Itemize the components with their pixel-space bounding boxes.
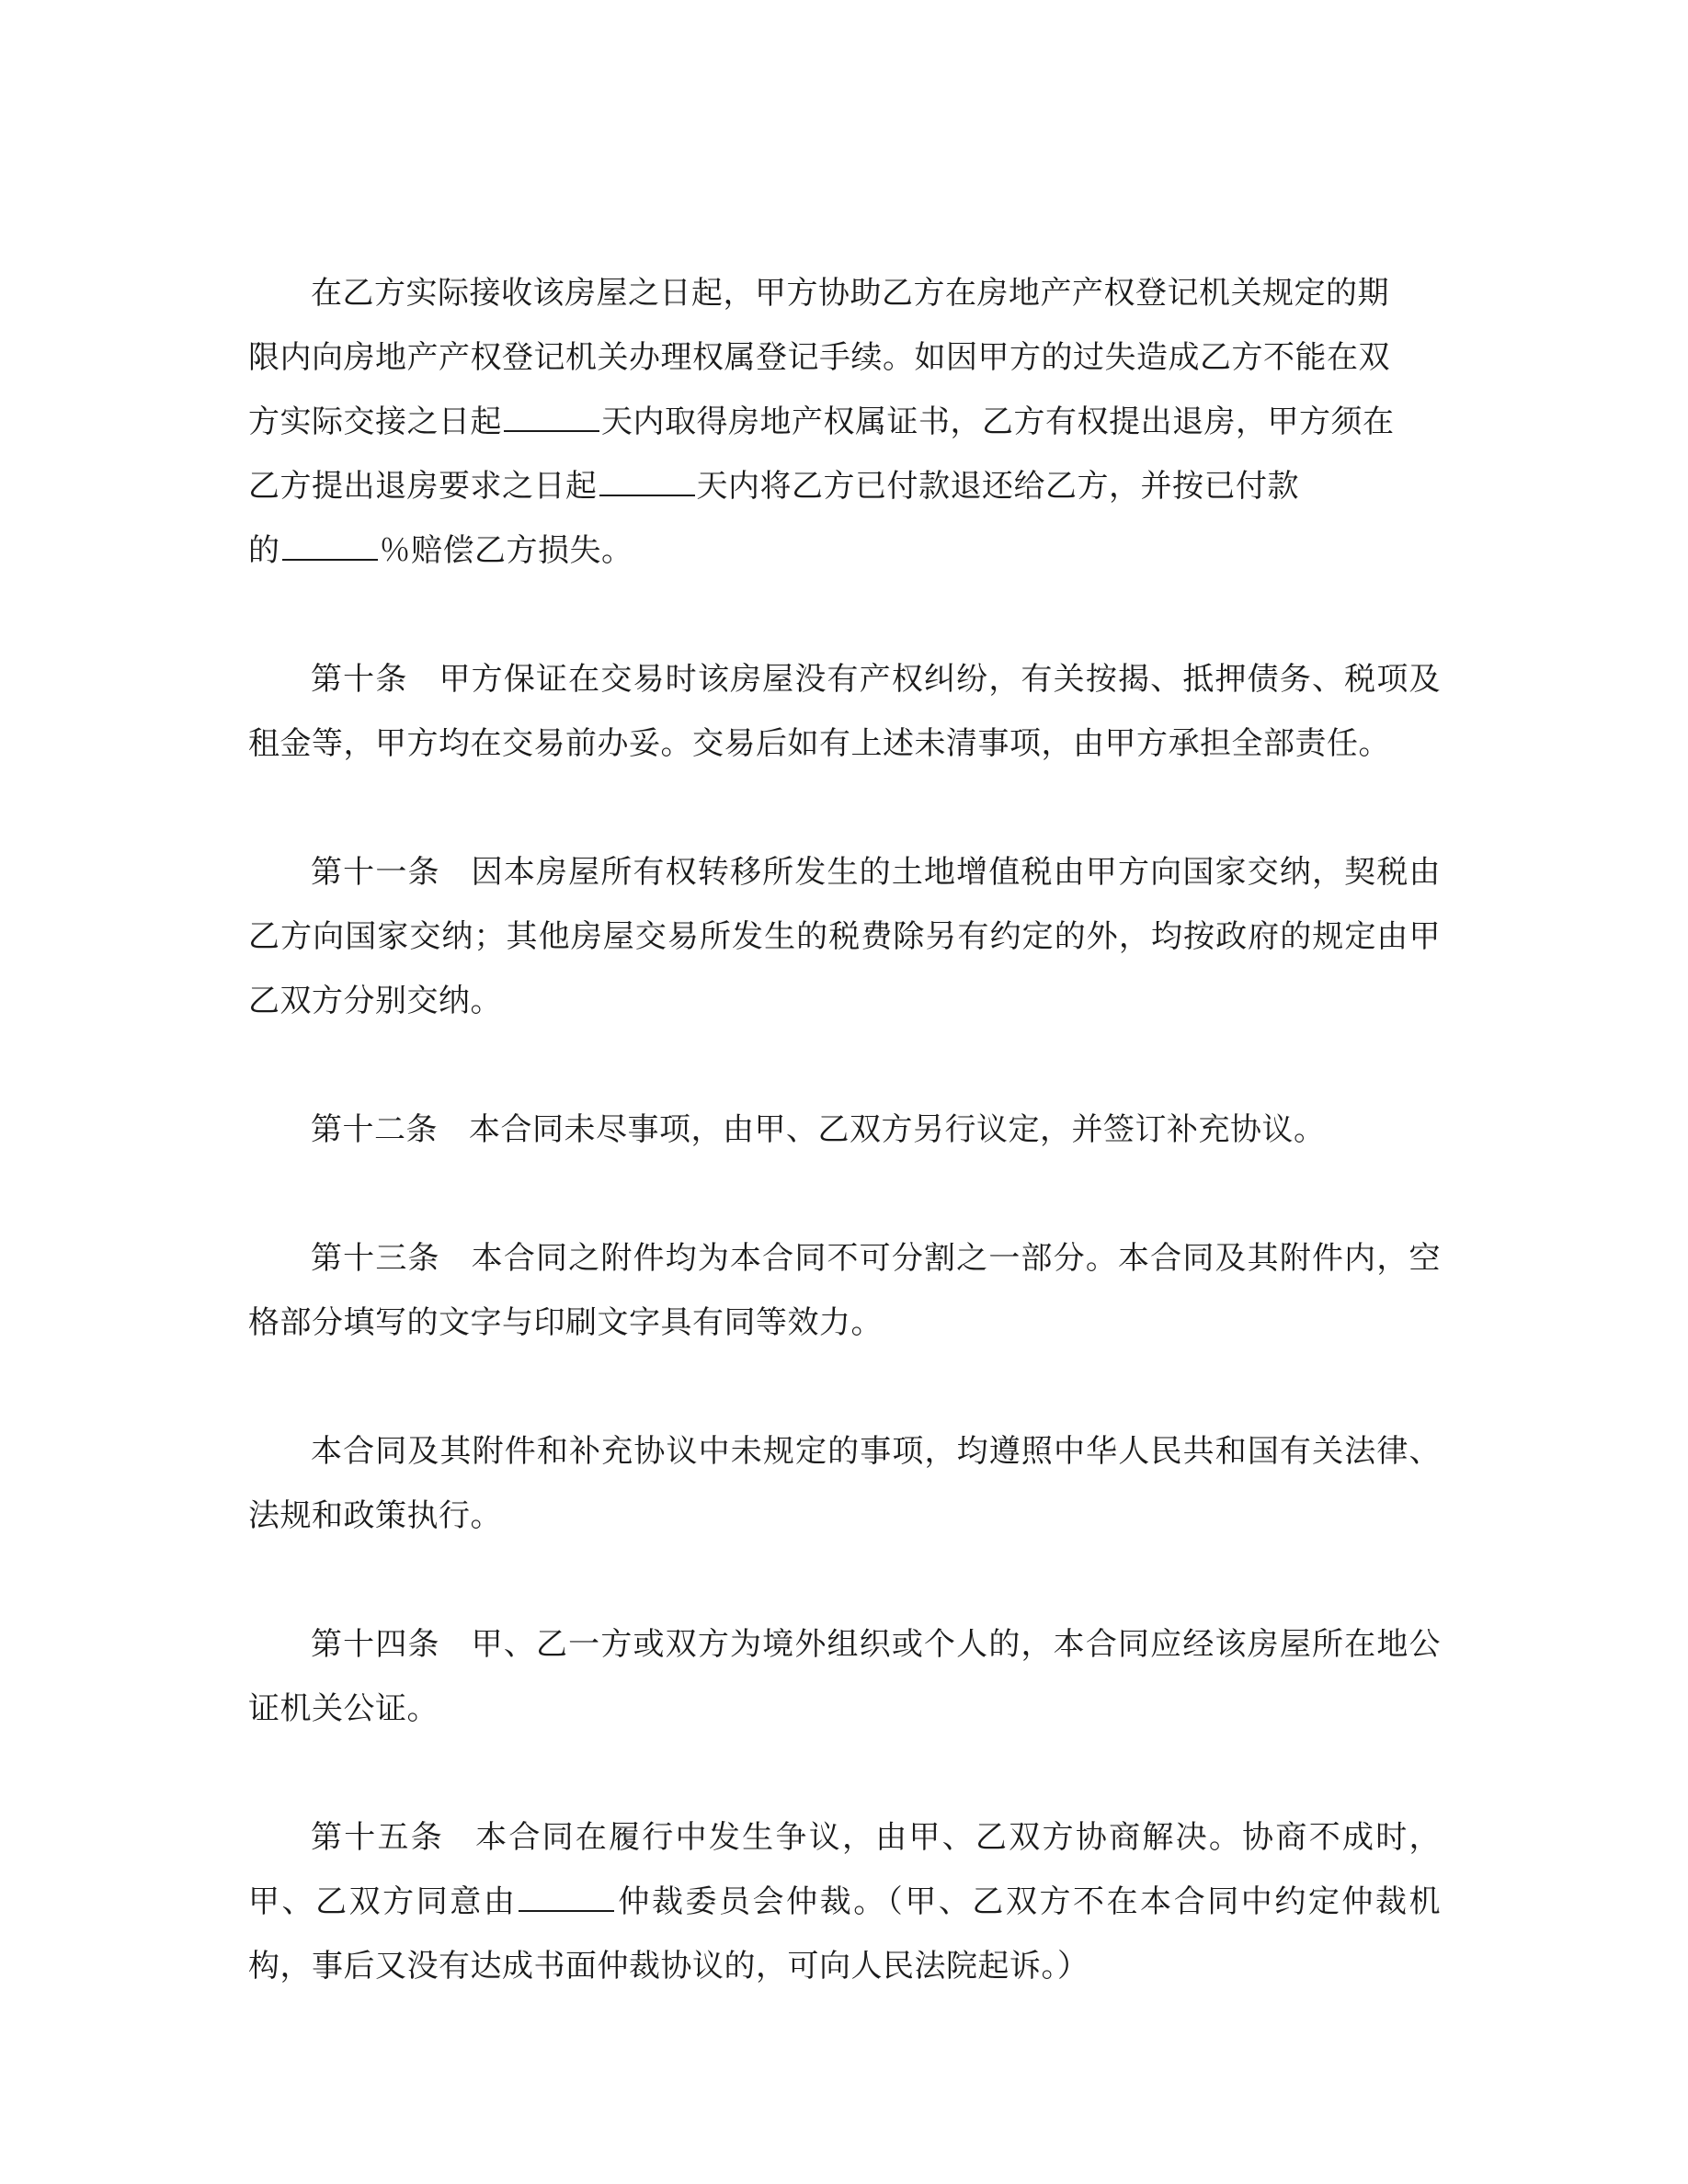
clause-10 — [248, 647, 1441, 776]
registration-line-4 — [248, 454, 1441, 518]
clause-14 — [248, 1612, 1441, 1741]
clause-15 — [248, 1805, 1441, 1998]
registration-line-4-after: 天内将乙方已付款退还给乙方，并按已付款 — [696, 468, 1299, 505]
clause-14-number: 第十四条 — [311, 1626, 440, 1663]
registration-line-5-before: 的 — [248, 532, 280, 569]
clause-12-number: 第十二条 — [311, 1111, 438, 1148]
paragraph-law — [248, 1419, 1441, 1548]
paragraph-law-text: 本合同及其附件和补充协议中未规定的事项，均遵照中华人民共和国有关法律、法规和政策执行。 — [248, 1433, 1441, 1534]
clause-15-text-1: 本合同在履行中发生争议，由甲、乙双方协商解决。协商不成时，甲、乙双方同意由 — [248, 1819, 1441, 1920]
clause-10-number: 第十条 — [311, 661, 408, 698]
clause-13-text: 本合同之附件均为本合同不可分割之一部分。本合同及其附件内，空格部分填写的文字与印刷文字具有同等效力。 — [248, 1240, 1442, 1341]
blank-arbitration-committee — [519, 1909, 614, 1912]
clause-12 — [248, 1098, 1441, 1162]
registration-line-4-before: 乙方提出退房要求之日起 — [248, 468, 598, 505]
registration-line-5-after: ％赔偿乙方损失。 — [379, 532, 633, 569]
registration-line-5 — [248, 518, 1441, 583]
clause-11-number: 第十一条 — [311, 854, 440, 891]
clause-14-text: 甲、乙一方或双方为境外组织或个人的，本合同应经该房屋所在地公证机关公证。 — [248, 1626, 1442, 1727]
registration-line-3 — [248, 390, 1441, 454]
clause-13 — [248, 1226, 1441, 1355]
registration-line-1: 在乙方实际接收该房屋之日起，甲方协助乙方在房地产产权登记机关规定的期 — [311, 275, 1389, 312]
clause-12-text: 本合同未尽事项，由甲、乙双方另行议定，并签订补充协议。 — [469, 1111, 1326, 1148]
registration-line-3-before: 方实际交接之日起 — [248, 404, 502, 440]
paragraph-registration — [248, 261, 1441, 583]
registration-line-2: 限内向房地产产权登记机关办理权属登记手续。如因甲方的过失造成乙方不能在双 — [248, 339, 1390, 376]
clause-13-number: 第十三条 — [311, 1240, 440, 1277]
blank-days-refund — [599, 494, 695, 496]
blank-compensation-percent — [282, 558, 378, 561]
document-body — [248, 261, 1441, 1998]
clause-15-number: 第十五条 — [311, 1819, 445, 1856]
clause-15-text-2: 仲裁委员会仲裁。（甲、乙双方不在本合同中约定仲裁机构，事后又没有达成书面仲裁协议的，可向人民法院起诉。） — [248, 1883, 1442, 1985]
blank-days-certificate — [504, 429, 599, 432]
clause-11-text: 因本房屋所有权转移所发生的土地增值税由甲方向国家交纳，契税由乙方向国家交纳；其他房屋交易所发生的税费除另有约定的外，均按政府的规定由甲乙双方分别交纳。 — [248, 854, 1442, 1019]
clause-10-text: 甲方保证在交易时该房屋没有产权纠纷，有关按揭、抵押债务、税项及租金等，甲方均在交易前办妥。交易后如有上述未清事项，由甲方承担全部责任。 — [248, 661, 1441, 762]
registration-line-3-after: 天内取得房地产权属证书，乙方有权提出退房，甲方须在 — [601, 404, 1395, 440]
clause-11 — [248, 840, 1441, 1033]
